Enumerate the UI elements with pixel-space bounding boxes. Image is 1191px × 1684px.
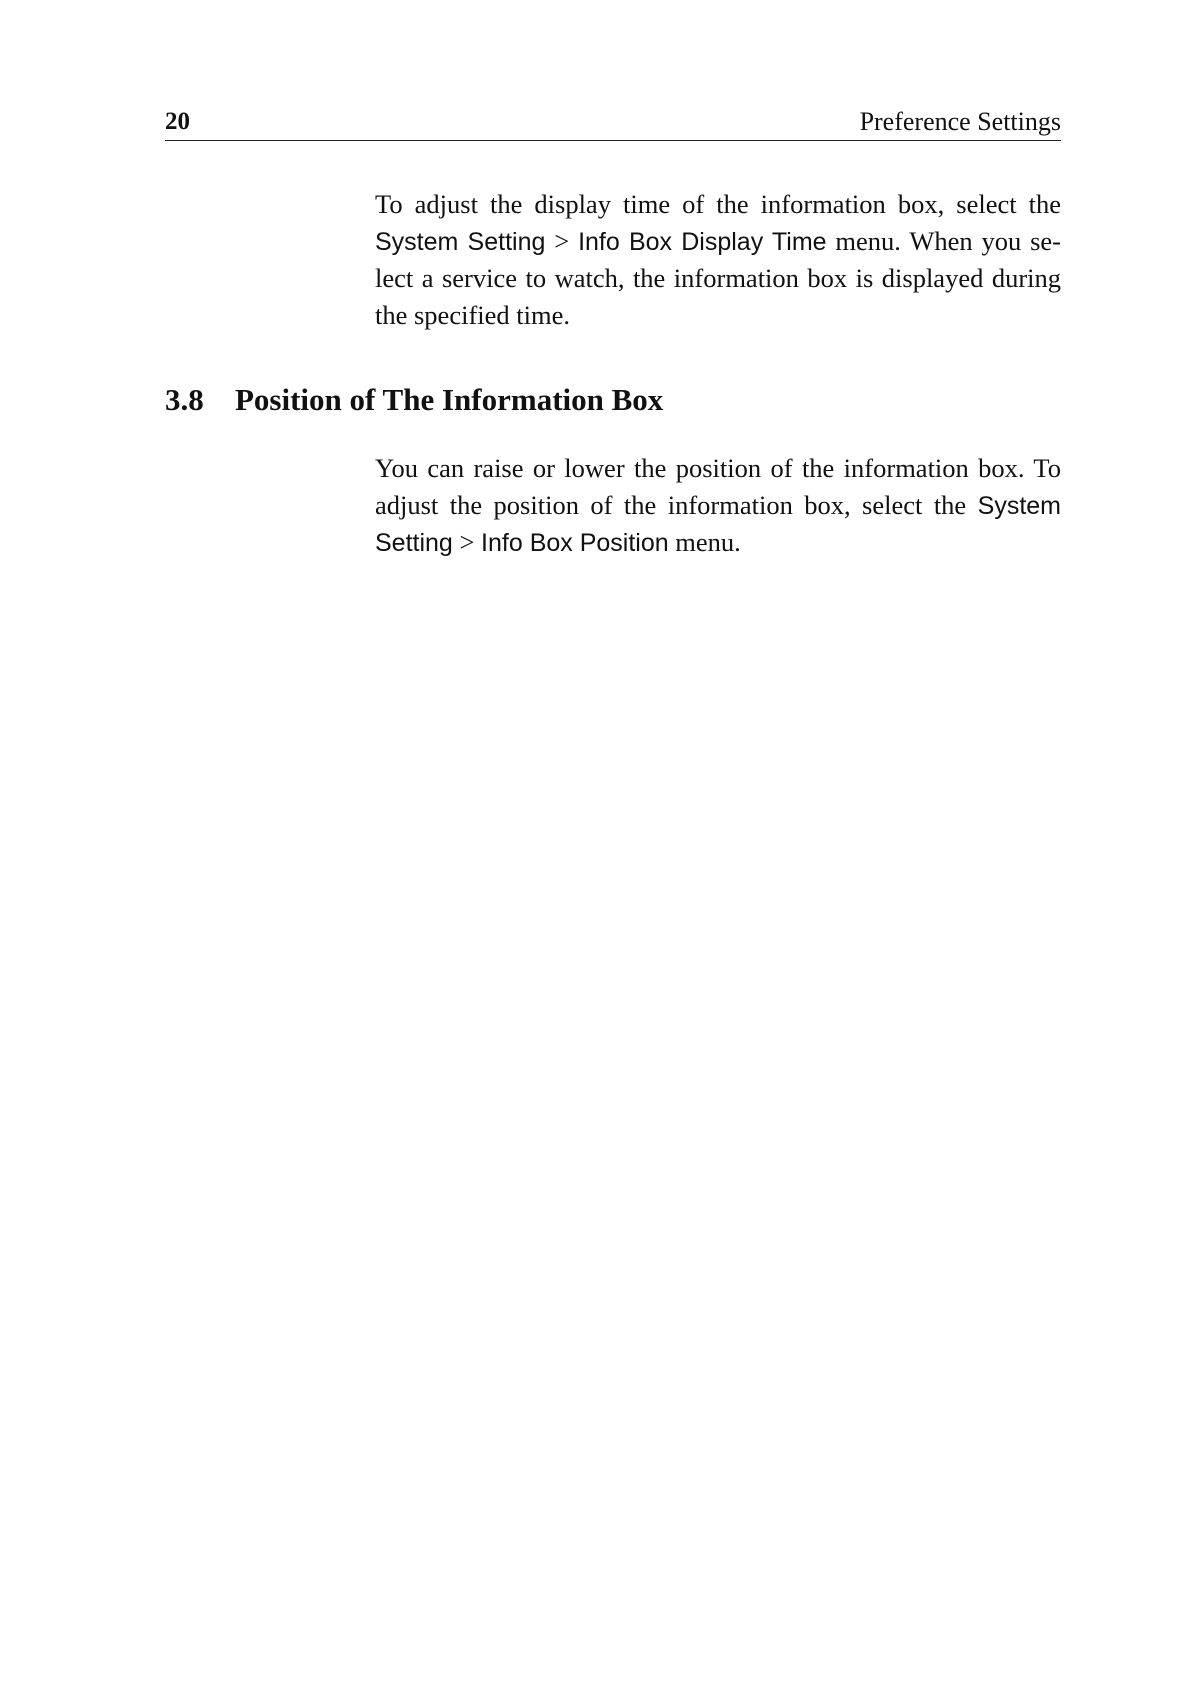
section-title: Position of The Information Box [235, 382, 664, 417]
running-title: Preference Settings [859, 107, 1061, 136]
paragraph-text: menu. [668, 527, 741, 557]
section-number: 3.8 [165, 382, 204, 417]
section-heading [165, 380, 663, 420]
running-header [165, 104, 1061, 141]
menu-path-system-setting: System Setting [375, 491, 1061, 557]
menu-separator: > [545, 225, 579, 256]
page-number: 20 [165, 108, 190, 135]
menu-path-info-box-display-time: Info Box Display Time [578, 227, 827, 256]
menu-path-info-box-position: Info Box Position [481, 529, 669, 557]
paragraph-text: menu. When you select a service to watch, the information box is displayed during the specified time. [375, 225, 1061, 330]
paragraph-info-box-position [375, 450, 1061, 562]
menu-path-system-setting: System Setting [375, 227, 546, 256]
paragraph-display-time [375, 186, 1061, 333]
menu-separator: > [452, 527, 482, 557]
paragraph-text: To adjust the display time of the information box, select the [375, 189, 1061, 219]
paragraph-text: You can raise or lower the position of the information box. To adjust the position of the information box, select the [375, 453, 1061, 520]
